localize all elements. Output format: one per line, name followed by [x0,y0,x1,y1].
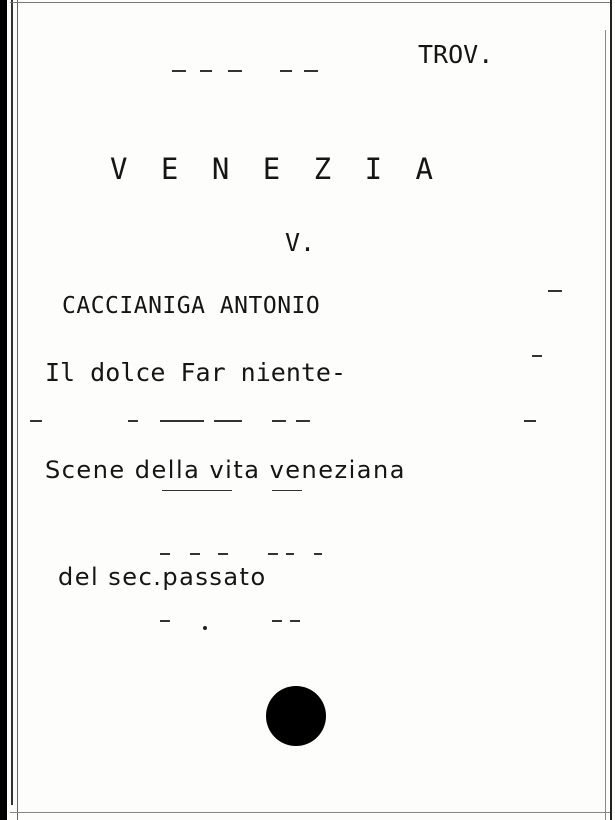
guide-dash [524,420,536,422]
card-edge-left [0,0,7,820]
guide-dash [214,420,242,422]
guide-dash [272,620,282,622]
guide-dash [532,355,542,357]
work-subtitle: Scene della vita veneziana [45,456,406,484]
guide-dash [190,553,200,555]
guide-dash [30,420,42,422]
guide-dot [203,626,207,630]
work-subtitle-continued: del sec.passato [58,563,267,591]
card-edge-right [610,0,612,820]
guide-dash [172,70,186,72]
guide-dash [280,70,292,72]
guide-dash [160,620,170,622]
card-edge-left-rule [17,0,18,820]
guide-dash [272,420,286,422]
author-name: CACCIANIGA ANTONIO [62,293,321,319]
work-title: Il dolce Far niente- [45,358,347,387]
card-edge-left-inner [11,0,13,805]
guide-dash [286,553,294,555]
shelf-code: TROV. [418,40,494,69]
guide-dash [314,553,322,555]
guide-dash [272,490,302,491]
guide-dash [304,70,318,72]
guide-dash [128,420,138,422]
punch-hole [266,686,326,746]
guide-dash [290,620,300,622]
guide-dash [162,490,232,491]
card-edge-right-rule [605,30,606,820]
guide-dash [228,70,242,72]
guide-dash [200,70,212,72]
card-edge-top [10,2,610,3]
card-edge-bottom [10,812,610,813]
guide-dash [548,290,562,292]
guide-dash [160,553,170,555]
versus-mark: V. [285,228,316,257]
place-heading: V E N E Z I A [110,152,439,186]
guide-dash [268,553,278,555]
guide-dash [160,420,204,422]
guide-dash [218,553,228,555]
guide-dash [296,420,310,422]
